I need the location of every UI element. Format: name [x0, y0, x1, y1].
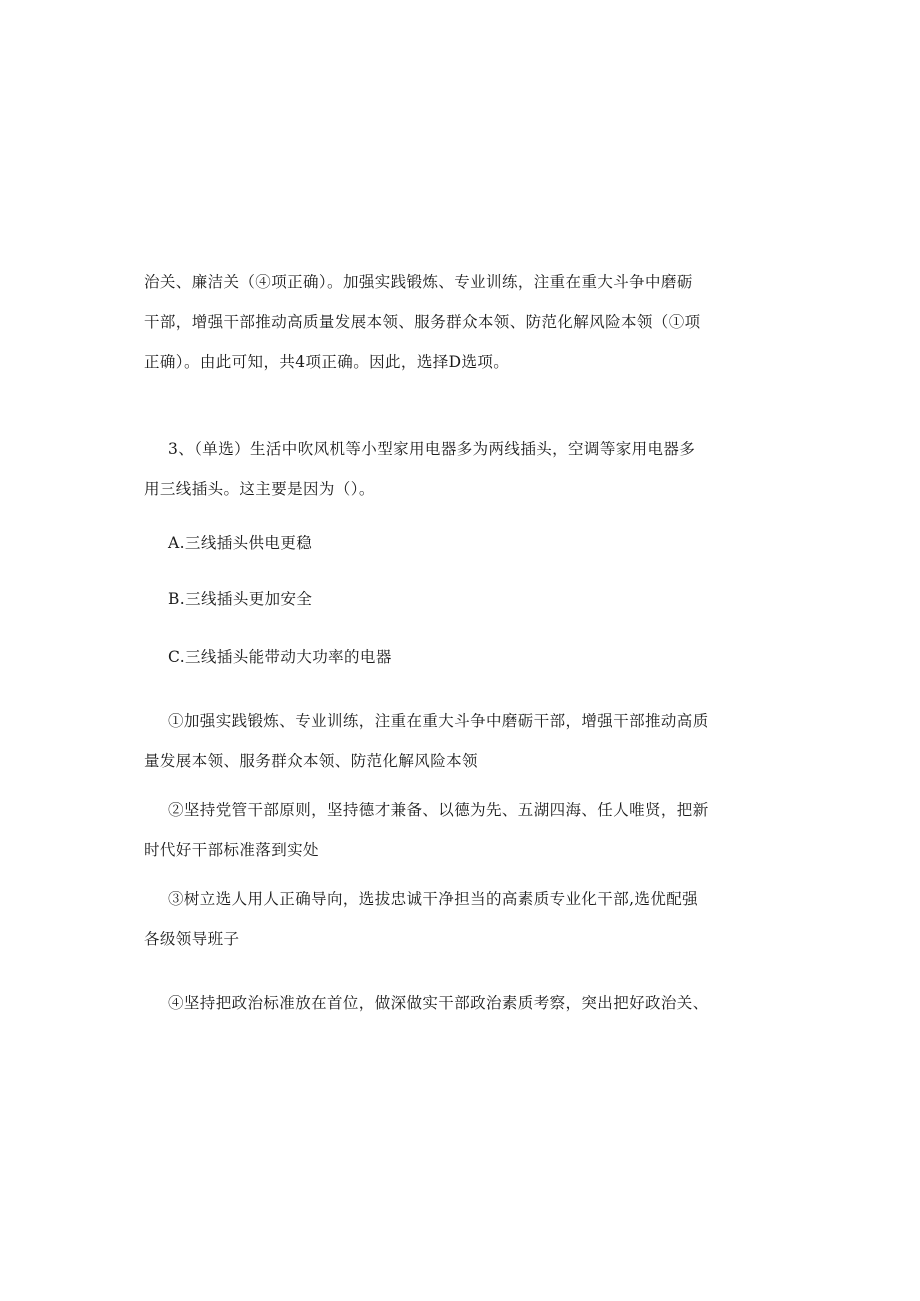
- text-line: 各级领导班子: [144, 930, 240, 948]
- text-line: ②坚持党管干部原则，坚持德才兼备、以德为先、五湖四海、任人唯贤，把新: [168, 801, 709, 819]
- statement-1: [144, 701, 709, 781]
- text-line: ④坚持把政治标准放在首位，做深做实干部政治素质考察，突出把好政治关、: [168, 994, 709, 1012]
- text-line: 用三线插头。这主要是因为（）。: [144, 480, 375, 498]
- option-a: [144, 523, 704, 563]
- text-line: 正确）。由此可知，共4项正确。因此，选择D选项。: [144, 353, 510, 371]
- explanation-paragraph: [144, 262, 704, 382]
- option-text: A.三线插头供电更稳: [168, 534, 313, 552]
- question-stem: [144, 429, 704, 509]
- option-text: C.三线插头能带动大功率的电器: [168, 648, 392, 666]
- option-b: [144, 579, 704, 619]
- text-line: 治关、廉洁关（④项正确）。加强实践锻炼、专业训练，注重在重大斗争中磨砺: [144, 273, 693, 291]
- statement-2: [144, 790, 709, 870]
- text-line: 3、（单选）生活中吹风机等小型家用电器多为两线插头，空调等家用电器多: [168, 440, 696, 458]
- text-line: 干部，增强干部推动高质量发展本领、服务群众本领、防范化解风险本领（①项: [144, 313, 701, 331]
- option-c: [144, 637, 704, 677]
- text-line: ①加强实践锻炼、专业训练，注重在重大斗争中磨砺干部，增强干部推动高质: [168, 712, 709, 730]
- statement-3: [144, 879, 704, 959]
- text-line: 时代好干部标准落到实处: [144, 841, 319, 859]
- text-line: 量发展本领、服务群众本领、防范化解风险本领: [144, 752, 478, 770]
- statement-4: [144, 983, 709, 1023]
- text-line: ③树立选人用人正确导向，选拔忠诚干净担当的高素质专业化干部,选优配强: [168, 890, 699, 908]
- option-text: B.三线插头更加安全: [168, 590, 313, 608]
